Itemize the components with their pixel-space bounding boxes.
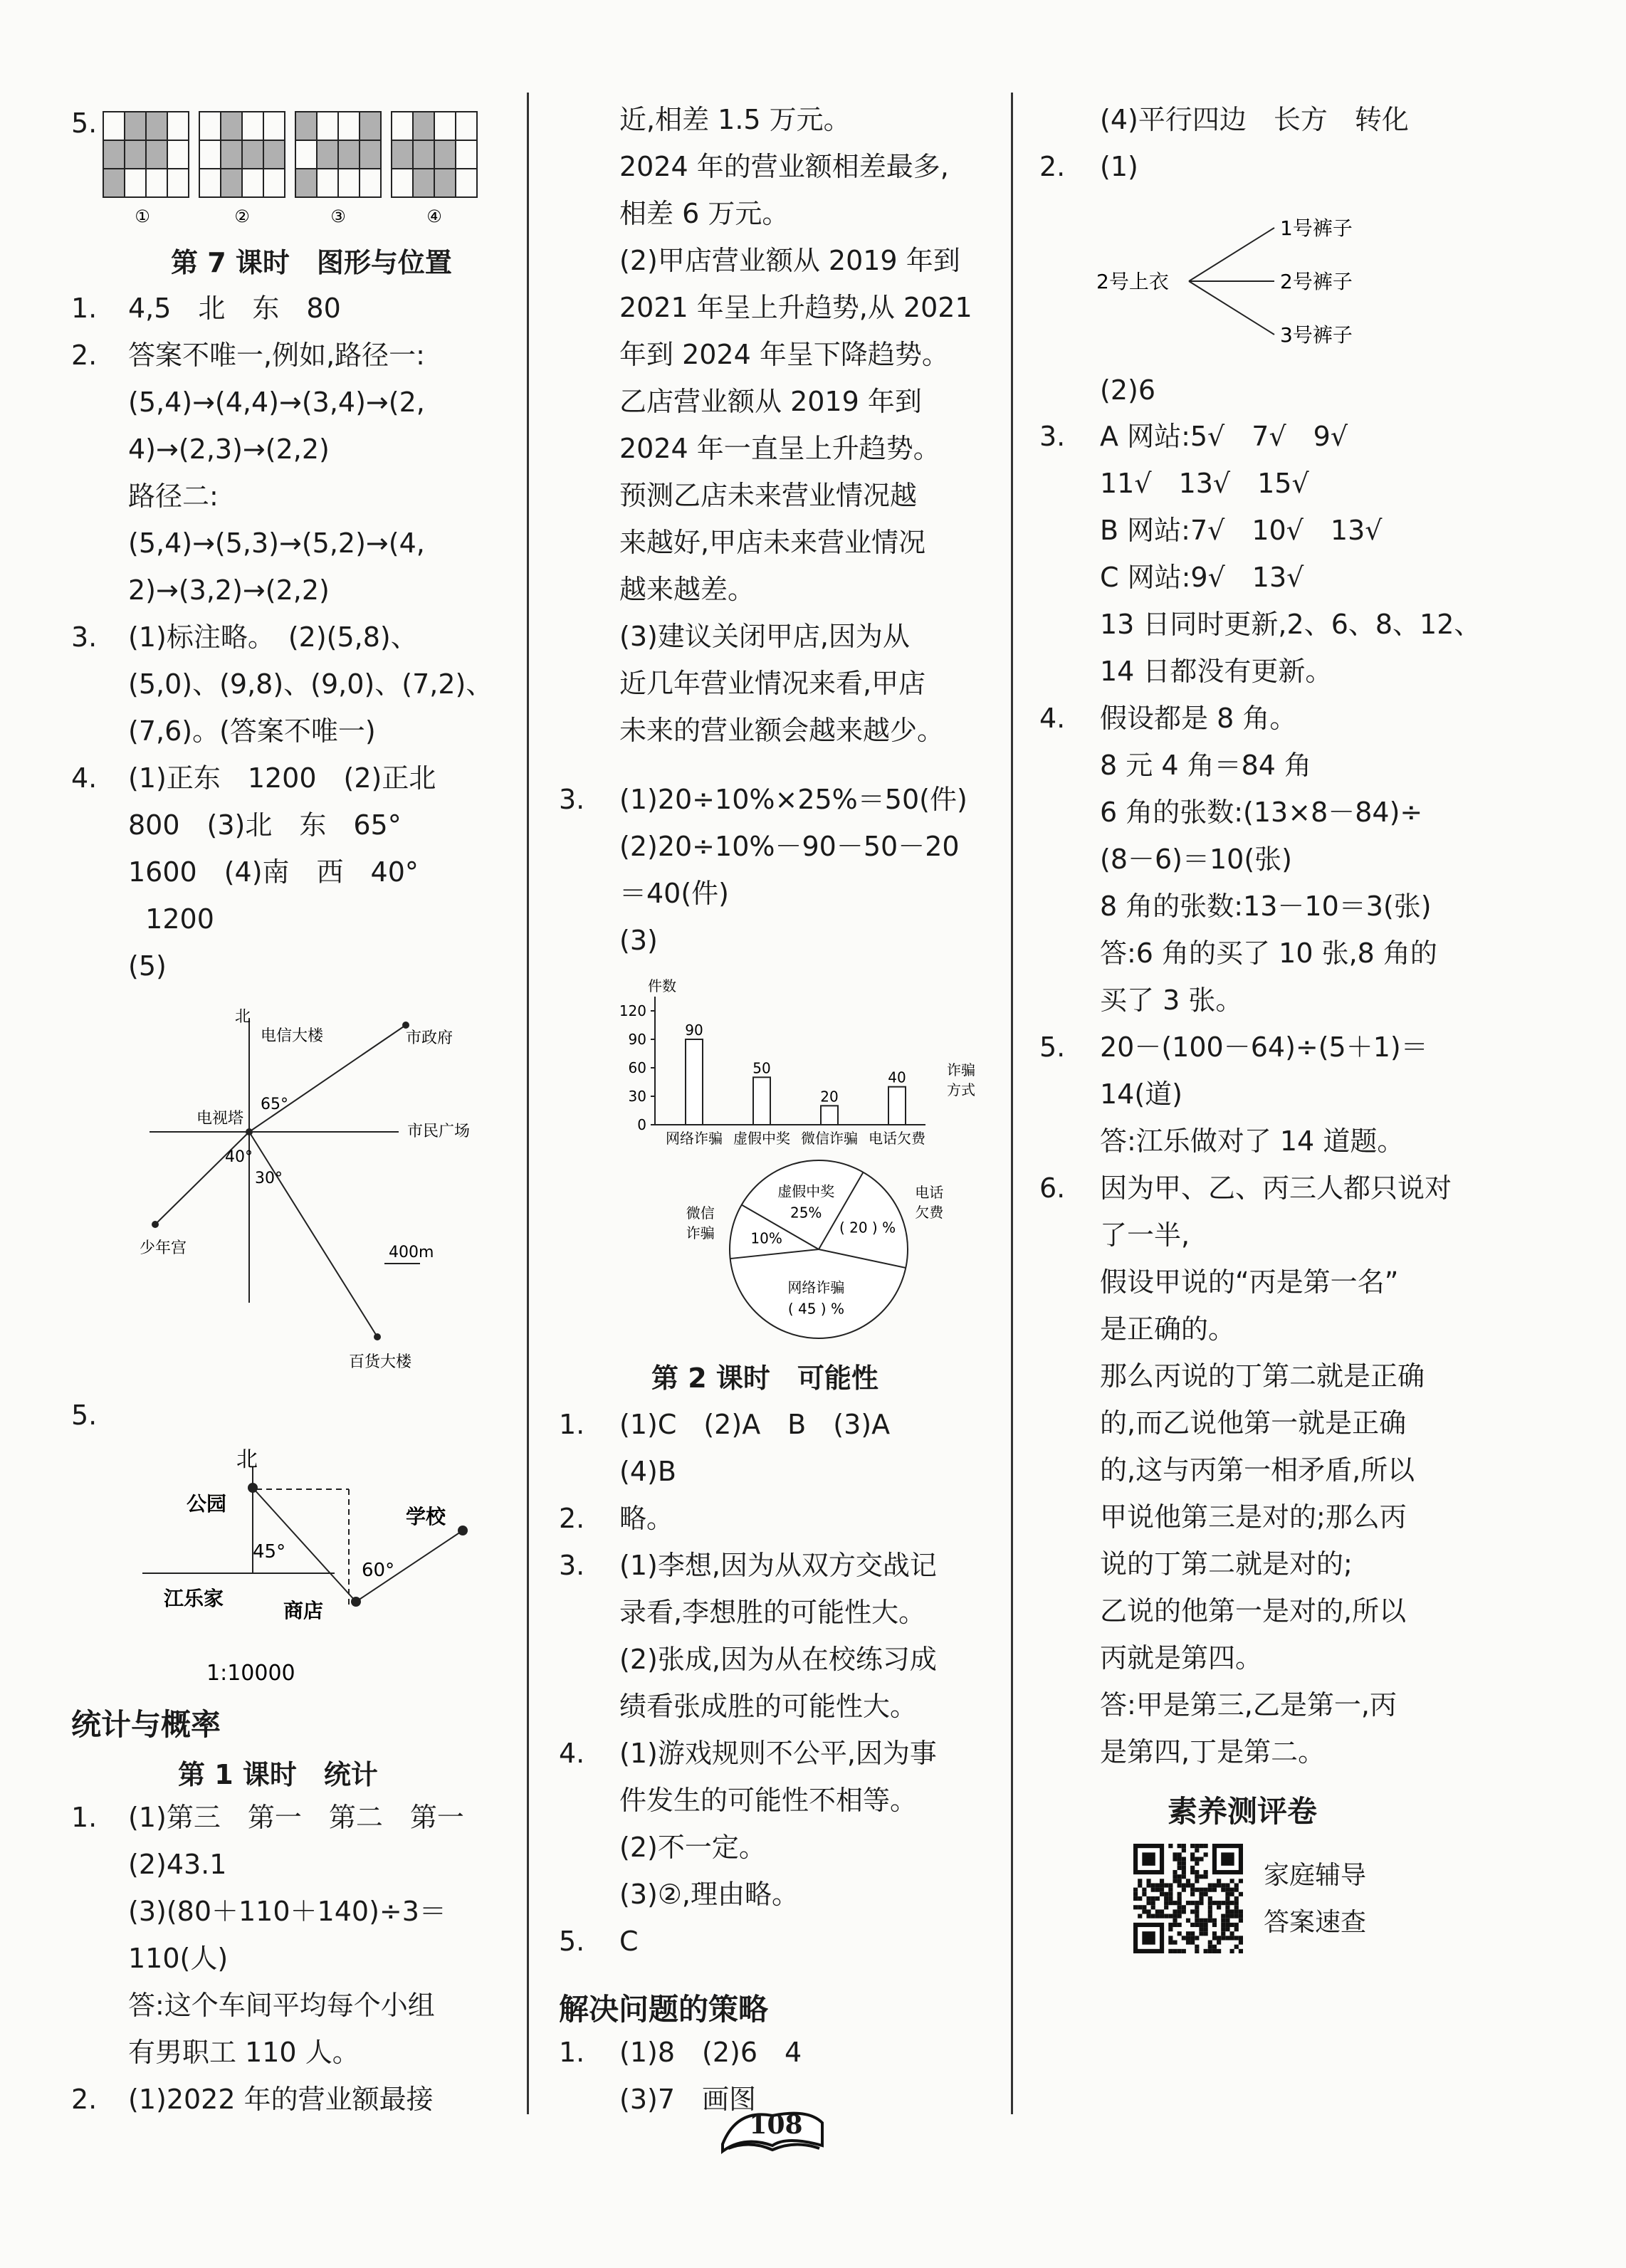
- map-label: 公园: [187, 1492, 227, 1516]
- question-number: 2.: [71, 2084, 98, 2115]
- question-number: 1.: [559, 2037, 585, 2068]
- answer-line: 13 日同时更新,2、6、8、12、: [1100, 609, 1481, 640]
- y-tick-label: 60: [628, 1059, 646, 1076]
- question-number: 6.: [1039, 1172, 1066, 1204]
- answer-line: 800 (3)北 东 65°: [128, 809, 402, 841]
- answer-line: 那么丙说的丁第二就是正确: [1100, 1360, 1425, 1392]
- grid-figures: [100, 108, 484, 229]
- page-number: 108: [749, 2110, 803, 2140]
- answer-line: 乙说的他第一是对的,所以: [1100, 1595, 1407, 1627]
- answer-line: (3)(80＋110＋140)÷3＝: [128, 1896, 446, 1927]
- answer-line: 丙就是第四。: [1100, 1642, 1263, 1674]
- question-number: 5.: [1039, 1031, 1066, 1063]
- question-number: 5.: [71, 107, 98, 139]
- grid-label: ④: [426, 206, 442, 226]
- answer-line: 相差 6 万元。: [619, 198, 790, 229]
- answer-line: (1)C (2)A B (3)A: [619, 1409, 891, 1440]
- y-tick-label: 0: [637, 1116, 646, 1133]
- direction-map-1: [135, 1004, 505, 1374]
- map-label: 30°: [255, 1170, 283, 1187]
- grid-2: [199, 112, 285, 197]
- answer-line: 4,5 北 东 80: [128, 293, 341, 324]
- answer-line: (1)正东 1200 (2)正北: [128, 762, 436, 794]
- answer-line: 6 角的张数:(13×8－84)÷: [1100, 797, 1423, 828]
- section-title: 解决问题的策略: [559, 1992, 769, 2027]
- answer-line: (1)2022 年的营业额最接: [128, 2084, 434, 2115]
- answer-line: (3)7 画图: [619, 2084, 757, 2115]
- grid-1: [103, 112, 189, 197]
- category-label: 电话欠费: [869, 1130, 925, 1147]
- answer-line: 了一半,: [1100, 1219, 1190, 1251]
- answer-line: (2)甲店营业额从 2019 年到: [619, 245, 960, 276]
- answer-line: 答:6 角的买了 10 张,8 角的: [1100, 938, 1437, 969]
- y-axis-label: 件数: [648, 977, 676, 994]
- answer-line: 预测乙店未来营业情况越: [619, 480, 918, 511]
- answer-line: 说的丁第二就是对的;: [1100, 1548, 1353, 1580]
- y-tick-label: 120: [619, 1002, 646, 1019]
- answer-line: (1)游戏规则不公平,因为事: [619, 1738, 937, 1769]
- grid-label: ③: [330, 206, 346, 226]
- section-title: 第 7 课时 图形与位置: [171, 247, 452, 278]
- answer-line: (1)20÷10%×25%＝50(件): [619, 784, 967, 815]
- map-label: 学校: [406, 1505, 446, 1528]
- pie-label: 网络诈骗: [787, 1279, 845, 1296]
- column-divider-1: [527, 93, 529, 2114]
- question-number: 2.: [559, 1503, 585, 1534]
- answer-line: ＝40(件): [619, 878, 730, 909]
- map-label: 60°: [362, 1560, 395, 1581]
- answer-line: 乙店营业额从 2019 年到: [619, 386, 922, 417]
- answer-line: (2)6: [1100, 374, 1156, 406]
- pie-label: 微信: [686, 1204, 715, 1222]
- x-axis-label: 诈骗: [947, 1061, 975, 1078]
- pie-label: 电话: [915, 1184, 944, 1202]
- question-number: 2.: [71, 340, 98, 371]
- answer-line: (3)②,理由略。: [619, 1879, 799, 1910]
- map-label: 市政府: [406, 1029, 453, 1047]
- answer-line: 有男职工 110 人。: [128, 2037, 360, 2068]
- answer-line: 假设甲说的“丙是第一名”: [1100, 1266, 1399, 1298]
- answer-line: 2)→(3,2)→(2,2): [128, 574, 330, 606]
- bar-value-label: 20: [820, 1088, 839, 1106]
- answer-line: 甲说他第三是对的;那么丙: [1100, 1501, 1407, 1533]
- page-number-badge: [715, 2101, 829, 2158]
- bar: [753, 1077, 770, 1125]
- answer-line: (3)建议关闭甲店,因为从: [619, 621, 910, 652]
- answer-line: 件发生的可能性不相等。: [619, 1785, 918, 1816]
- question-number: 5.: [71, 1400, 98, 1431]
- answer-line: (7,6)。(答案不唯一): [128, 715, 376, 747]
- answer-line: (8－6)＝10(张): [1100, 844, 1293, 875]
- grid-label: ②: [234, 206, 250, 226]
- map-label: 电信大楼: [261, 1027, 324, 1045]
- pie-label: 虚假中奖: [777, 1182, 835, 1200]
- map-label: 商店: [283, 1599, 324, 1622]
- fraud-pie-chart: [655, 1150, 982, 1342]
- qr-code[interactable]: [1133, 1844, 1243, 1953]
- answer-line: A 网站:5√ 7√ 9√: [1100, 421, 1348, 452]
- tree-branch: 3号裤子: [1280, 323, 1353, 347]
- answer-line: (2)20÷10%－90－50－20: [619, 831, 960, 862]
- answer-line: (5,4)→(5,3)→(5,2)→(4,: [128, 527, 425, 559]
- tree-diagram: [1096, 199, 1395, 363]
- question-number: 3.: [71, 621, 98, 653]
- question-number: 3.: [1039, 421, 1066, 452]
- answer-line: 因为甲、乙、丙三人都只说对: [1100, 1172, 1452, 1204]
- bar: [686, 1039, 703, 1125]
- answer-line: (3): [619, 925, 658, 956]
- bar-value-label: 40: [888, 1069, 906, 1086]
- answer-line: (1)第三 第一 第二 第一: [128, 1802, 464, 1833]
- answer-line: 绩看张成胜的可能性大。: [619, 1691, 918, 1722]
- map-label: 北: [235, 1008, 251, 1026]
- answer-line: (2)不一定。: [619, 1832, 766, 1863]
- question-number: 1.: [559, 1409, 585, 1440]
- map-label: 市民广场: [407, 1123, 471, 1140]
- answer-line: 略。: [619, 1503, 674, 1534]
- grid-4: [392, 112, 477, 197]
- answer-line: 近,相差 1.5 万元。: [619, 104, 851, 135]
- answer-line: 年到 2024 年呈下降趋势。: [619, 339, 949, 370]
- answer-line: (5): [128, 950, 167, 982]
- map-label: 1:10000: [206, 1661, 295, 1686]
- tree-branch: 1号裤子: [1280, 216, 1353, 240]
- map-label: 百货大楼: [349, 1353, 412, 1371]
- question-number: 4.: [559, 1738, 585, 1769]
- question-number: 2.: [1039, 151, 1066, 182]
- grid-label: ①: [135, 206, 150, 226]
- question-number: 4.: [71, 762, 98, 794]
- answer-line: 答:甲是第三,乙是第一,丙: [1100, 1689, 1397, 1721]
- qr-caption: 答案速查: [1264, 1908, 1367, 1937]
- answer-line: 未来的营业额会越来越少。: [619, 715, 945, 746]
- fraud-bar-chart: [612, 968, 1011, 1153]
- bar-value-label: 90: [685, 1022, 703, 1039]
- column-divider-2: [1011, 93, 1013, 2114]
- answer-line: (1)8 (2)6 4: [619, 2037, 802, 2068]
- category-label: 网络诈骗: [666, 1130, 723, 1147]
- answer-line: 答:江乐做对了 14 道题。: [1100, 1125, 1405, 1157]
- direction-map-2: [135, 1445, 505, 1687]
- pie-value-label: ( 45 ) %: [787, 1300, 844, 1318]
- answer-line: 4)→(2,3)→(2,2): [128, 434, 330, 465]
- answer-line: (4)B: [619, 1456, 676, 1487]
- pie-value-label: ( 20 ) %: [839, 1219, 896, 1237]
- answer-line: 的,而乙说他第一就是正确: [1100, 1407, 1407, 1439]
- answer-line: (2)张成,因为从在校练习成: [619, 1644, 937, 1675]
- answer-line: 2024 年一直呈上升趋势。: [619, 433, 940, 464]
- answer-line: 1600 (4)南 西 40°: [128, 856, 419, 888]
- answer-line: 答:这个车间平均每个小组: [128, 1990, 435, 2021]
- bar: [888, 1087, 906, 1125]
- map-label: 40°: [225, 1148, 253, 1166]
- answer-line: 路径二:: [128, 481, 219, 512]
- section-title: 素养测评卷: [1168, 1794, 1318, 1829]
- answer-line: 是第四,丁是第二。: [1100, 1736, 1326, 1768]
- question-number: 3.: [559, 1550, 585, 1581]
- answer-line: 2021 年呈上升趋势,从 2021: [619, 292, 972, 323]
- y-tick-label: 90: [628, 1031, 646, 1048]
- y-tick-label: 30: [628, 1088, 646, 1105]
- qr-caption: 家庭辅导: [1264, 1861, 1367, 1890]
- tree-root: 2号上衣: [1096, 270, 1169, 293]
- answer-line: (5,4)→(4,4)→(3,4)→(2,: [128, 387, 425, 418]
- map-label: 400m: [389, 1244, 434, 1261]
- bar-value-label: 50: [752, 1059, 771, 1077]
- question-number: 5.: [559, 1926, 585, 1957]
- answer-line: (5,0)、(9,8)、(9,0)、(7,2)、: [128, 668, 493, 700]
- answer-line: 买了 3 张。: [1100, 985, 1243, 1016]
- answer-line: 1200: [128, 903, 214, 935]
- grid-3: [295, 112, 381, 197]
- question-number: 3.: [559, 784, 585, 815]
- tree-branch: 2号裤子: [1280, 270, 1353, 293]
- answer-line: B 网站:7√ 10√ 13√: [1100, 515, 1383, 546]
- answer-line: 14 日都没有更新。: [1100, 656, 1333, 687]
- map-label: 少年宫: [140, 1239, 187, 1257]
- map-label: 北: [236, 1447, 258, 1472]
- answer-line: 近几年营业情况来看,甲店: [619, 668, 926, 699]
- pie-label: 诈骗: [686, 1224, 715, 1241]
- answer-line: (1): [1100, 151, 1138, 182]
- answer-line: 是正确的。: [1100, 1313, 1236, 1345]
- pie-value-label: 25%: [790, 1204, 822, 1222]
- answer-line: 假设都是 8 角。: [1100, 703, 1297, 734]
- answer-line: 110(人): [128, 1943, 229, 1974]
- answer-line: 2024 年的营业额相差最多,: [619, 151, 949, 182]
- section-title: 统计与概率: [71, 1707, 221, 1742]
- answer-line: 8 元 4 角＝84 角: [1100, 750, 1312, 781]
- answer-line: (4)平行四边 长方 转化: [1100, 104, 1409, 135]
- pie-value-label: 10%: [750, 1229, 782, 1247]
- x-axis-label: 方式: [947, 1081, 975, 1098]
- category-label: 微信诈骗: [801, 1130, 858, 1147]
- answer-line: 答案不唯一,例如,路径一:: [128, 340, 425, 371]
- answer-line: (2)43.1: [128, 1849, 227, 1880]
- map-label: 65°: [261, 1096, 288, 1113]
- answer-line: (1)李想,因为从双方交战记: [619, 1550, 937, 1581]
- section-title: 第 2 课时 可能性: [651, 1363, 878, 1394]
- question-number: 1.: [71, 293, 98, 324]
- question-number: 4.: [1039, 703, 1066, 734]
- answer-line: (1)标注略。 (2)(5,8)、: [128, 621, 418, 653]
- map-label: 45°: [253, 1541, 286, 1563]
- answer-line: C: [619, 1926, 639, 1957]
- question-number: 1.: [71, 1802, 98, 1833]
- answer-line: 录看,李想胜的可能性大。: [619, 1597, 926, 1628]
- answer-line: 来越好,甲店未来营业情况: [619, 527, 926, 558]
- bar: [821, 1106, 838, 1125]
- answer-line: 14(道): [1100, 1078, 1183, 1110]
- map-label: 江乐家: [164, 1587, 224, 1610]
- answer-line: 的,这与丙第一相矛盾,所以: [1100, 1454, 1415, 1486]
- answer-line: 越来越差。: [619, 574, 755, 605]
- answer-line: 11√ 13√ 15√: [1100, 468, 1309, 499]
- section-title: 第 1 课时 统计: [178, 1759, 378, 1790]
- answer-line: C 网站:9√ 13√: [1100, 562, 1304, 593]
- answer-line: 20－(100－64)÷(5＋1)＝: [1100, 1031, 1428, 1063]
- category-label: 虚假中奖: [733, 1130, 790, 1147]
- map-label: 电视塔: [196, 1110, 244, 1128]
- pie-label: 欠费: [915, 1204, 944, 1222]
- answer-line: 8 角的张数:13－10＝3(张): [1100, 891, 1432, 922]
